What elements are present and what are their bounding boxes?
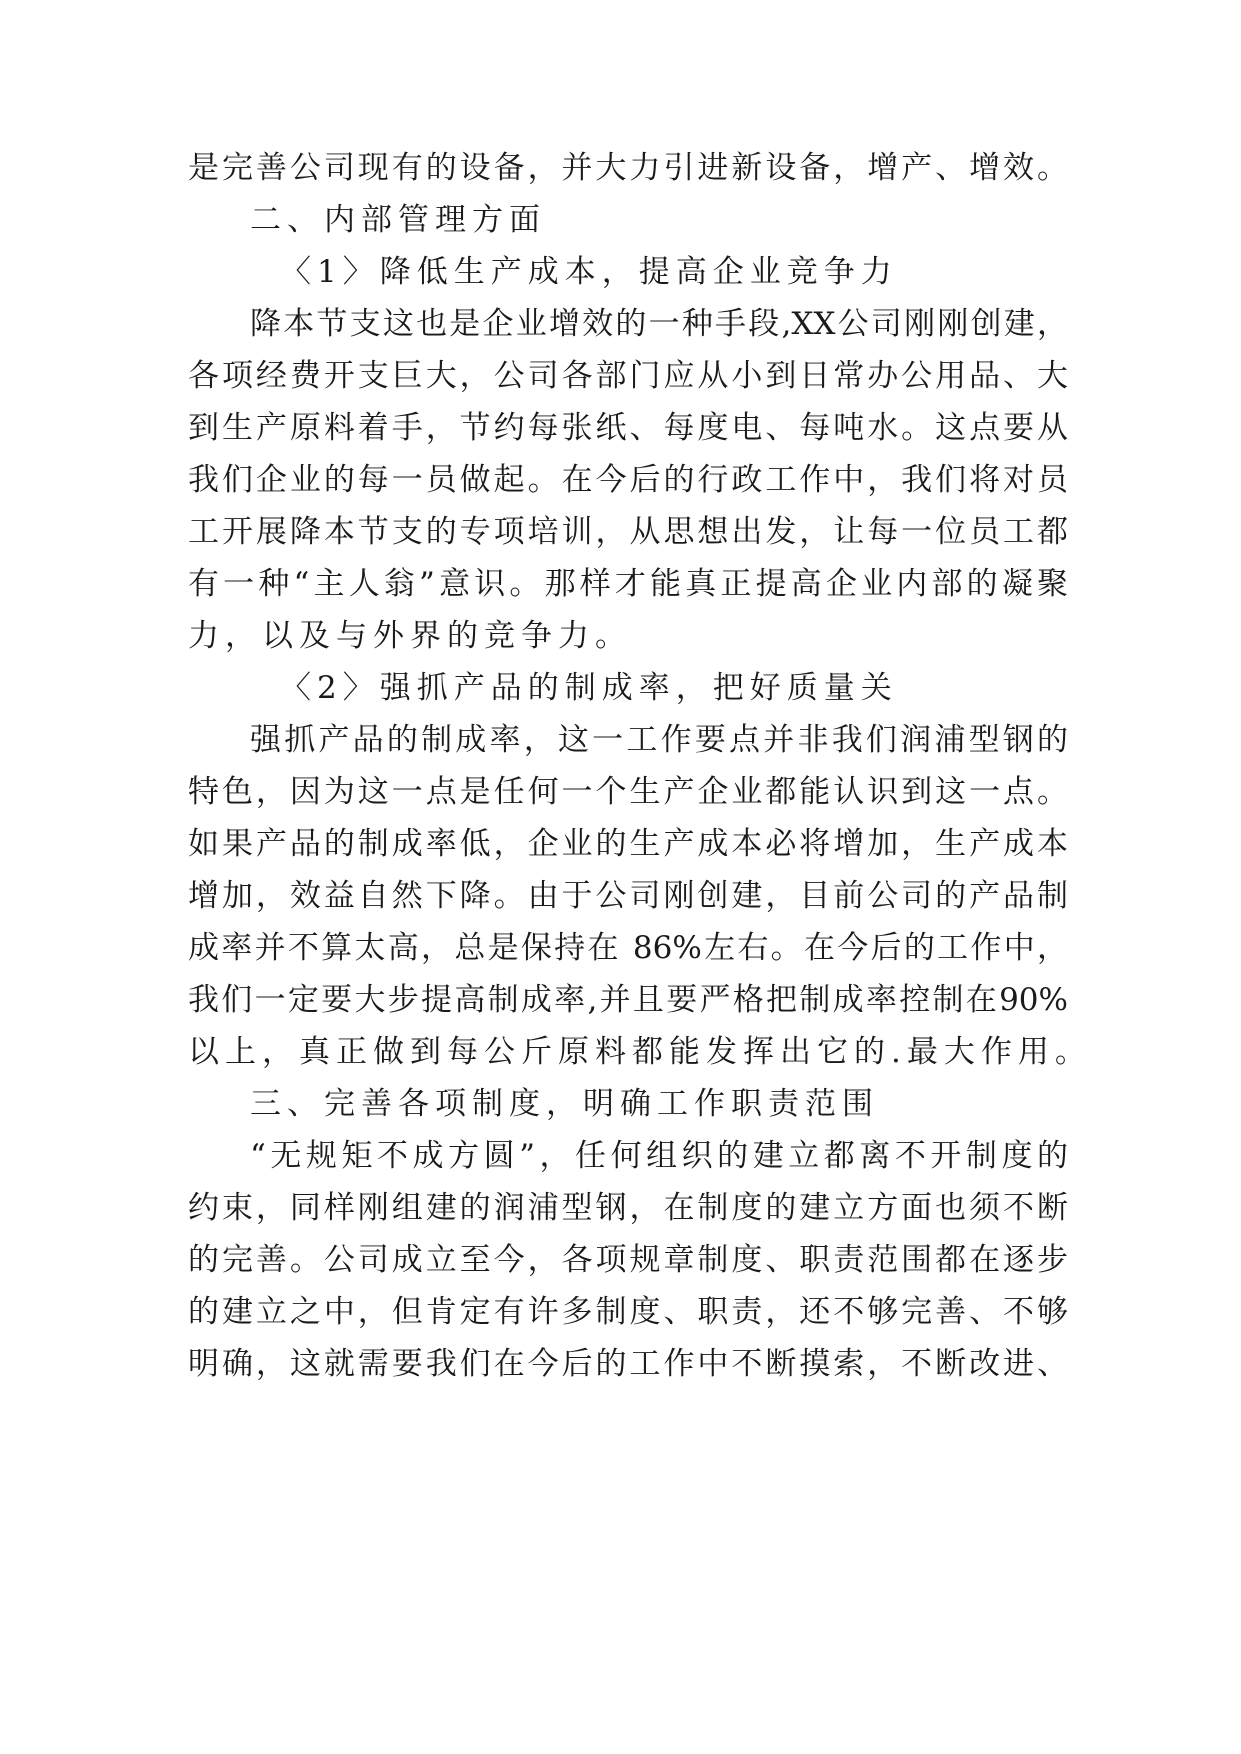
body-line: 到生产原料着手，节约每张纸、每度电、每吨水。这点要从 [188, 410, 1068, 446]
paragraph-first-line: 强抓产品的制成率，这一工作要点并非我们润浦型钢的 [250, 722, 1068, 758]
body-line: 是完善公司现有的设备，并大力引进新设备，增产、增效。 [188, 150, 1068, 186]
body-line: 约束，同样刚组建的润浦型钢，在制度的建立方面也须不断 [188, 1190, 1068, 1226]
paragraph-first-line: “无规矩不成方圆”，任何组织的建立都离不开制度的 [250, 1138, 1068, 1174]
body-line: 有一种“主人翁”意识。那样才能真正提高企业内部的凝聚 [188, 566, 1068, 602]
body-line: 明确，这就需要我们在今后的工作中不断摸索，不断改进、 [188, 1346, 1068, 1382]
body-line: 工开展降本节支的专项培训，从思想出发，让每一位员工都 [188, 514, 1068, 550]
body-line: 力，以及与外界的竞争力。 [188, 618, 632, 654]
body-line: 以上，真正做到每公斤原料都能发挥出它的.最大作用。 [188, 1034, 1092, 1070]
paragraph-first-line: 降本节支这也是企业增效的一种手段,XX公司刚刚创建， [250, 306, 1068, 342]
body-line: 我们一定要大步提高制成率,并且要严格把制成率控制在90% [188, 982, 1068, 1018]
body-line: 各项经费开支巨大，公司各部门应从小到日常办公用品、大 [188, 358, 1068, 394]
body-line: 成率并不算太高，总是保持在 86%左右。在今后的工作中， [188, 930, 1068, 966]
body-line: 的完善。公司成立至今，各项规章制度、职责范围都在逐步 [188, 1242, 1068, 1278]
body-line: 我们企业的每一员做起。在今后的行政工作中，我们将对员 [188, 462, 1068, 498]
body-line: 特色，因为这一点是任何一个生产企业都能认识到这一点。 [188, 774, 1068, 810]
body-line: 增加，效益自然下降。由于公司刚创建，目前公司的产品制 [188, 878, 1068, 914]
section-heading: 三、完善各项制度，明确工作职责范围 [250, 1086, 879, 1122]
subsection-heading: 〈2〉强抓产品的制成率，把好质量关 [280, 670, 898, 706]
subsection-heading: 〈1〉降低生产成本，提高企业竞争力 [280, 254, 898, 290]
section-heading: 二、内部管理方面 [250, 202, 546, 238]
body-line: 的建立之中，但肯定有许多制度、职责，还不够完善、不够 [188, 1294, 1068, 1330]
body-line: 如果产品的制成率低，企业的生产成本必将增加，生产成本 [188, 826, 1068, 862]
